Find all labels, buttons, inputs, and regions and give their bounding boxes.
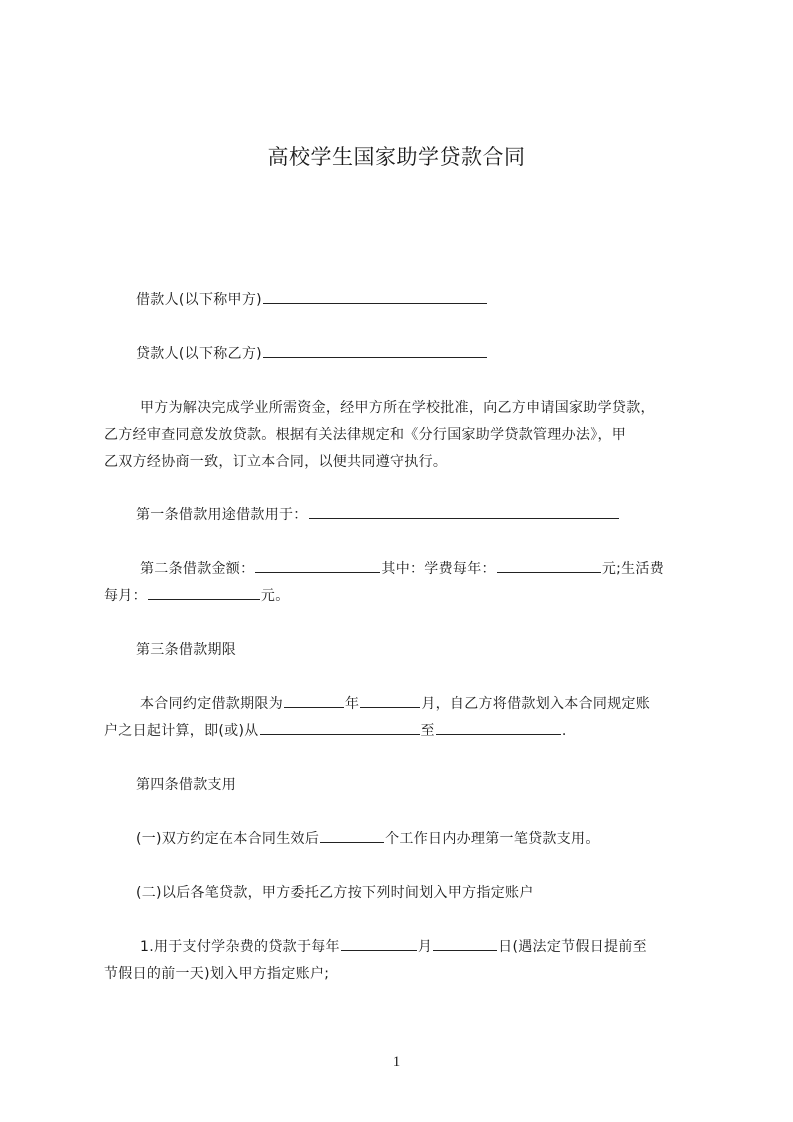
document-title: 高校学生国家助学贷款合同 [267,145,526,169]
article-2-line-1 [140,556,740,583]
article-2-label: 第二条借款金额： [140,561,255,577]
article-1-label: 第一条借款用途借款用于： [136,507,308,523]
item-1-line-2: 节假日的前一天)划入甲方指定账户; [104,966,330,982]
page-number: 1 [392,1054,401,1070]
month-label: 月 [417,939,433,955]
living-cost-label: 元;生活费 [601,561,665,577]
yuan-label: 元。 [260,588,290,604]
loan-amount-blank [255,557,380,573]
monthly-label: 每月： [104,588,147,604]
term-label: 本合同约定借款期限为 [140,696,283,712]
article-2-line-2 [104,583,704,610]
item-1-label: 1.用于支付学杂费的贷款于每年 [140,939,340,955]
term-year-blank [284,692,344,708]
article-3-line-2 [104,718,704,745]
holiday-clause: 日(遇法定节假日提前至 [498,939,647,955]
start-date-label: 户之日起计算，即(或)从 [104,723,259,739]
end-date-blank [436,719,561,735]
article-4-clause-1 [136,826,736,853]
year-label: 年 [345,696,360,712]
term-month-blank [360,692,420,708]
start-date-blank [260,719,420,735]
intro-line-3: 乙双方经协商一致，订立本合同，以便共同遵守执行。 [104,454,448,470]
lender-label: 贷款人(以下称乙方) [136,346,262,362]
tuition-blank [497,557,601,573]
article-3-line-1 [140,691,740,718]
borrower-label: 借款人(以下称甲方) [136,292,262,308]
borrower-line [136,287,736,314]
lender-blank [263,342,487,358]
intro-line-1: 甲方为解决完成学业所需资金，经甲方所在学校批准，向乙方申请国家助学贷款， [140,400,655,416]
item-1-month-blank [341,935,417,951]
item-1-line-1 [140,934,740,961]
intro-line-2: 乙方经审查同意发放贷款。根据有关法律规定和《分行国家助学贷款管理办法》，甲 [104,427,627,443]
lender-line [136,341,736,368]
article-1 [136,502,736,529]
article-4-clause-2: (二)以后各笔贷款，甲方委托乙方按下列时间划入甲方指定账户 [136,885,534,901]
loan-purpose-blank [309,503,619,519]
item-1-day-blank [433,935,497,951]
to-label: 至 [420,723,435,739]
article-3-heading: 第三条借款期限 [136,642,237,658]
monthly-blank [148,584,260,600]
clause-1-rest: 个工作日内办理第一笔贷款支用。 [385,831,600,847]
tuition-label: 其中：学费每年： [381,561,496,577]
borrower-blank [263,288,487,304]
article-4-heading: 第四条借款支用 [136,777,237,793]
period-mark: . [561,723,567,739]
working-days-blank [320,827,384,843]
clause-1-label: (一)双方约定在本合同生效后 [136,831,320,847]
term-clause: 月，自乙方将借款划入本合同规定账 [421,696,651,712]
